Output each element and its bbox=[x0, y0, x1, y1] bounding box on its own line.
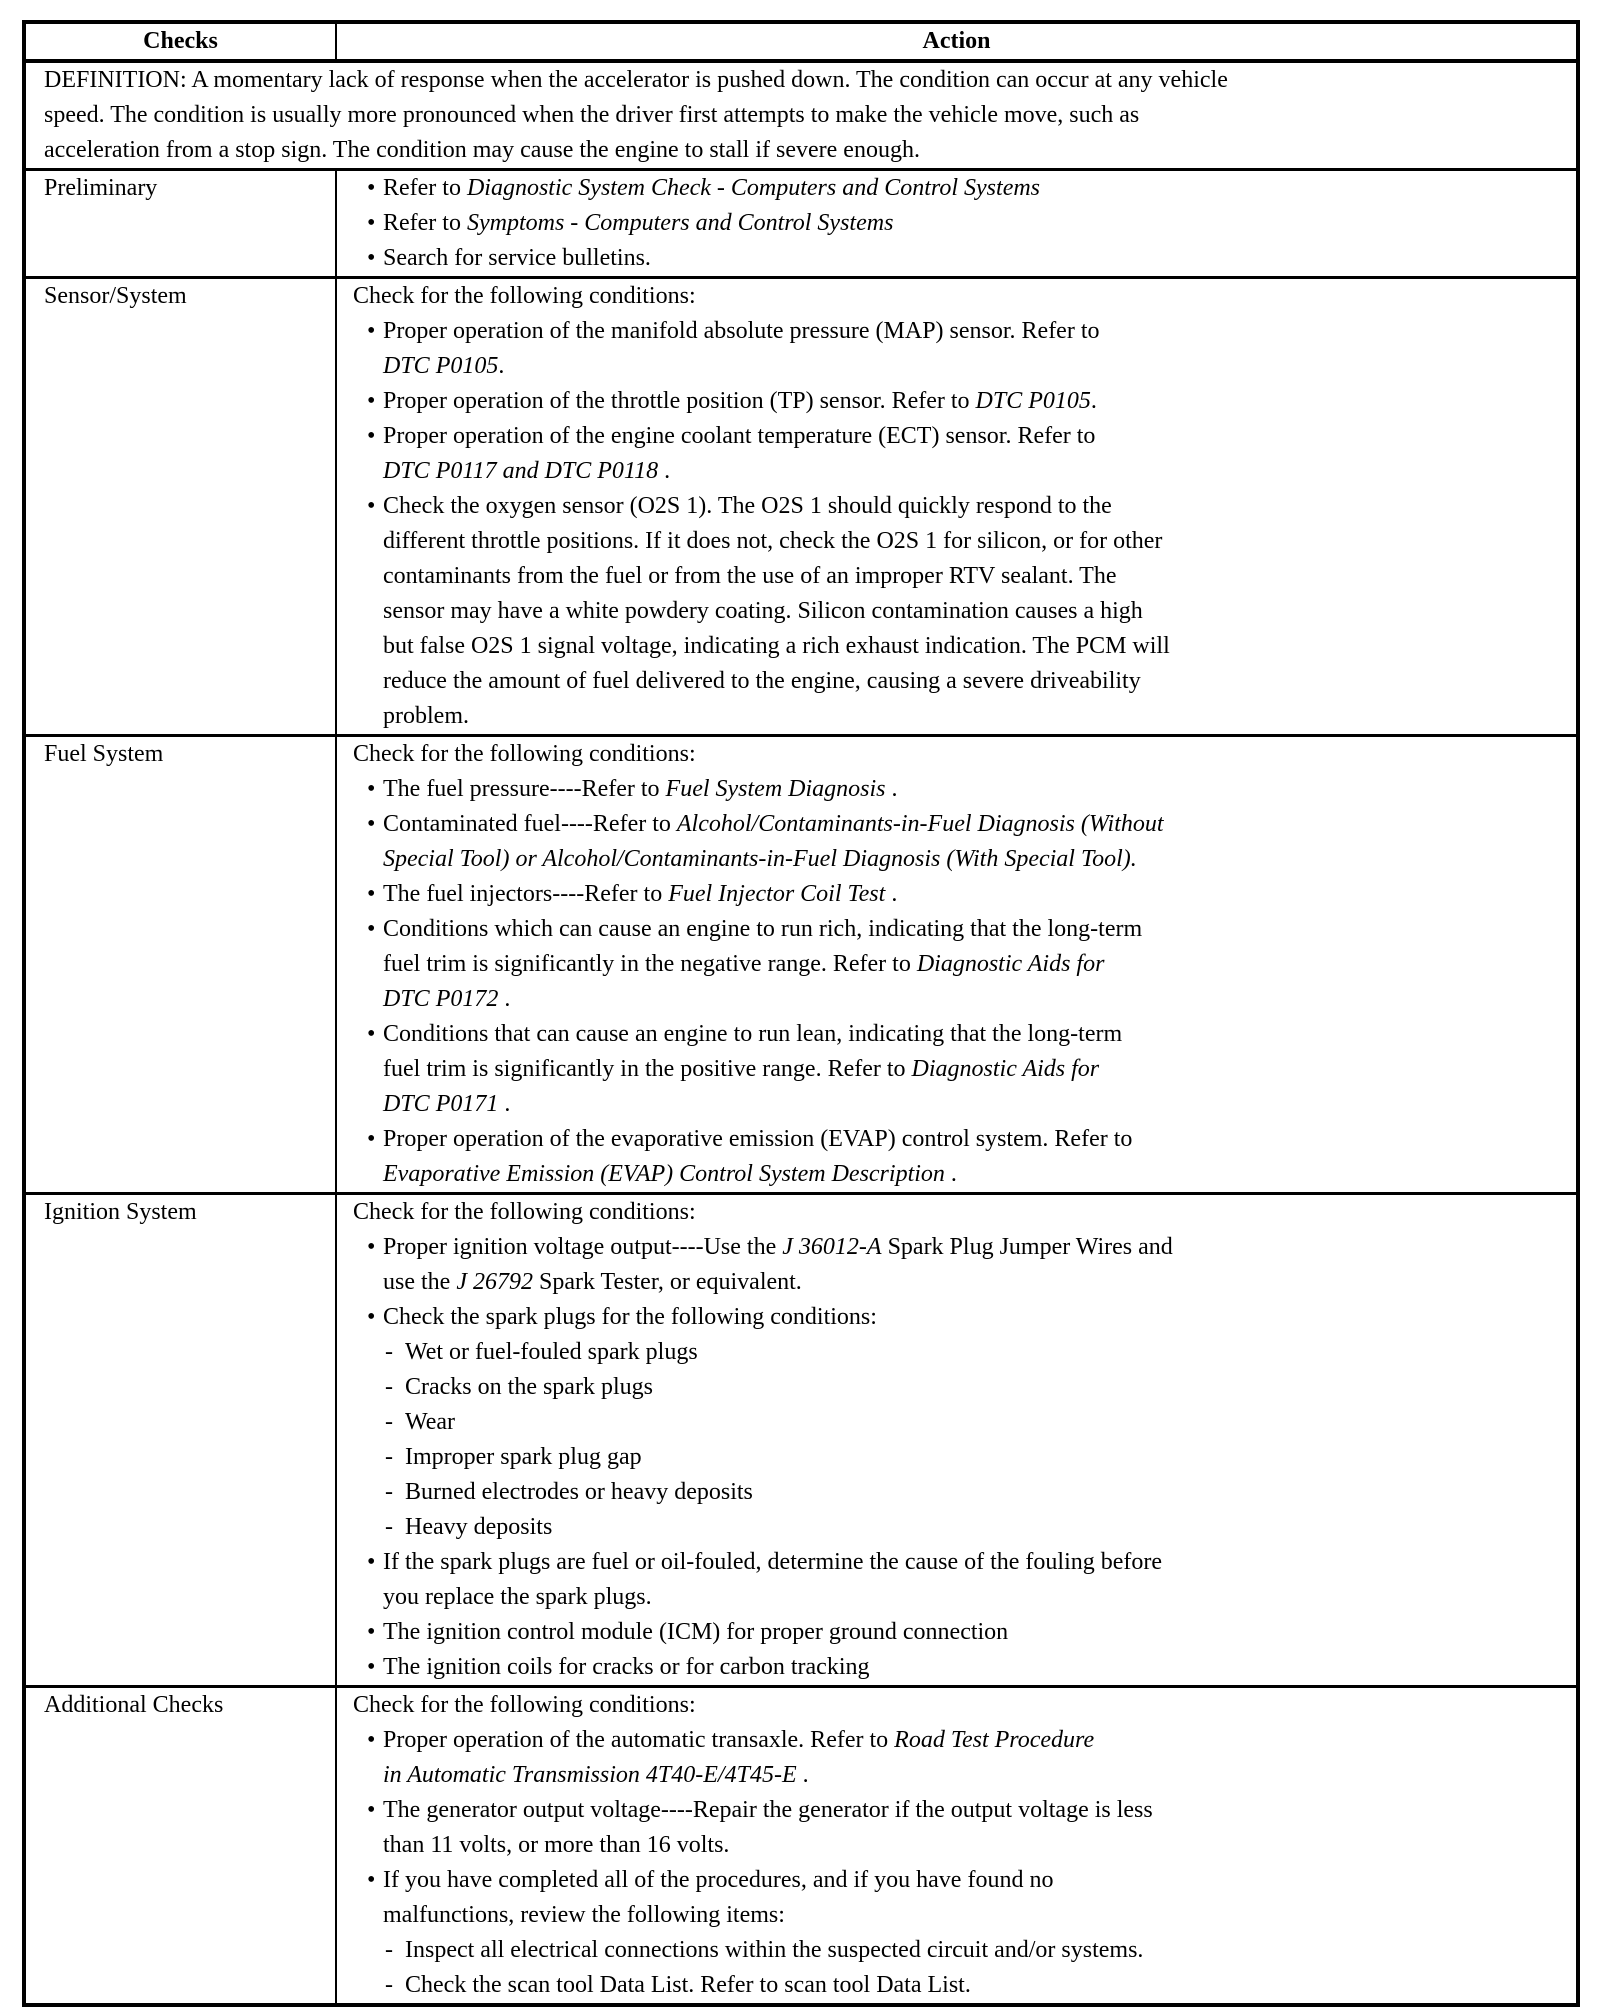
bullet-item-line bbox=[337, 489, 1576, 524]
reference-text: Road Test Procedure bbox=[894, 1727, 1095, 1753]
action-text: Conditions which can cause an engine to run rich, indicating that the long-term bbox=[383, 916, 1143, 942]
action-text: Conditions that can cause an engine to run lean, indicating that the long-term bbox=[383, 1021, 1123, 1047]
action-text: The fuel pressure----Refer to bbox=[383, 776, 666, 802]
action-cell bbox=[336, 170, 1578, 278]
bullet-item-line bbox=[337, 1230, 1576, 1265]
action-text: use the bbox=[383, 1269, 457, 1295]
table-row bbox=[24, 736, 1578, 1194]
action-text: Contaminated fuel----Refer to bbox=[383, 811, 677, 837]
action-text: sensor may have a white powdery coating. Silicon contamination causes a high bbox=[383, 598, 1143, 624]
action-text: . bbox=[498, 1091, 511, 1117]
action-text: Proper operation of the evaporative emission (EVAP) control system. Refer to bbox=[383, 1126, 1133, 1152]
bullet-icon: • bbox=[367, 493, 376, 519]
bullet-icon: • bbox=[367, 1234, 376, 1260]
checks-cell bbox=[24, 278, 336, 736]
checks-column-header: Checks bbox=[24, 22, 336, 61]
action-text: If you have completed all of the procedures, and if you have found no bbox=[383, 1867, 1054, 1893]
sub-item-line bbox=[337, 1405, 1576, 1440]
check-category-label: Ignition System bbox=[44, 1199, 197, 1225]
action-text: Inspect all electrical connections within the suspected circuit and/or systems. bbox=[405, 1937, 1144, 1963]
checks-cell bbox=[24, 1194, 336, 1687]
action-line bbox=[337, 594, 1576, 629]
action-text: Spark Tester, or equivalent. bbox=[532, 1269, 802, 1295]
sub-item-line bbox=[337, 1370, 1576, 1405]
bullet-icon: • bbox=[367, 388, 376, 414]
bullet-icon: • bbox=[367, 1619, 376, 1645]
sub-item-line bbox=[337, 1475, 1576, 1510]
check-category-label: Additional Checks bbox=[44, 1692, 224, 1718]
action-line bbox=[337, 664, 1576, 699]
check-category-label: Sensor/System bbox=[44, 283, 187, 309]
action-line bbox=[337, 1195, 1576, 1230]
action-text: Search for service bulletins. bbox=[383, 245, 651, 271]
reference-text: DTC P0172 bbox=[383, 986, 499, 1012]
action-text: . bbox=[885, 881, 898, 907]
action-text: The fuel injectors----Refer to bbox=[383, 881, 669, 907]
action-text: Proper operation of the throttle position (TP) sensor. Refer to bbox=[383, 388, 976, 414]
dash-icon: - bbox=[385, 1972, 393, 1998]
sub-item-line bbox=[337, 1933, 1576, 1968]
sub-item-line bbox=[337, 1510, 1576, 1545]
bullet-item-line bbox=[337, 912, 1576, 947]
action-text: problem. bbox=[383, 703, 469, 729]
action-text: Proper ignition voltage output----Use the bbox=[383, 1234, 783, 1260]
bullet-item-line bbox=[337, 877, 1576, 912]
dash-icon: - bbox=[385, 1374, 393, 1400]
action-cell bbox=[336, 1687, 1578, 2006]
action-text: Check the spark plugs for the following conditions: bbox=[383, 1304, 877, 1330]
sub-item-line bbox=[337, 1440, 1576, 1475]
bullet-icon: • bbox=[367, 1126, 376, 1152]
reference-text: Evaporative Emission (EVAP) Control System Description bbox=[383, 1161, 945, 1187]
action-cell bbox=[336, 1194, 1578, 1687]
bullet-icon: • bbox=[367, 811, 376, 837]
bullet-item-line bbox=[337, 314, 1576, 349]
action-line bbox=[337, 1898, 1576, 1933]
action-text: Refer to bbox=[383, 175, 467, 201]
action-line bbox=[337, 1828, 1576, 1863]
action-line bbox=[337, 699, 1576, 734]
bullet-item-line bbox=[337, 1545, 1576, 1580]
action-line bbox=[337, 1265, 1576, 1300]
action-text: but false O2S 1 signal voltage, indicating a rich exhaust indication. The PCM will bbox=[383, 633, 1170, 659]
action-line bbox=[337, 1688, 1576, 1723]
action-text: Proper operation of the automatic transaxle. Refer to bbox=[383, 1727, 895, 1753]
action-text: reduce the amount of fuel delivered to the engine, causing a severe driveability bbox=[383, 668, 1141, 694]
bullet-item-line bbox=[337, 1863, 1576, 1898]
bullet-icon: • bbox=[367, 1727, 376, 1753]
reference-text: Alcohol/Contaminants-in-Fuel Diagnosis (Without bbox=[676, 811, 1164, 837]
dash-icon: - bbox=[385, 1339, 393, 1365]
table-row bbox=[24, 170, 1578, 278]
action-text: Proper operation of the manifold absolute pressure (MAP) sensor. Refer to bbox=[383, 318, 1100, 344]
bullet-icon: • bbox=[367, 881, 376, 907]
reference-text: Diagnostic Aids for bbox=[911, 1056, 1100, 1082]
action-line bbox=[337, 524, 1576, 559]
reference-text: DTC P0171 bbox=[383, 1091, 499, 1117]
bullet-item-line bbox=[337, 1300, 1576, 1335]
bullet-icon: • bbox=[367, 776, 376, 802]
bullet-icon: • bbox=[367, 916, 376, 942]
check-category-label: Fuel System bbox=[44, 741, 164, 767]
bullet-item-line bbox=[337, 1723, 1576, 1758]
sub-item-line bbox=[337, 1968, 1576, 2003]
bullet-icon: • bbox=[367, 210, 376, 236]
bullet-item-line bbox=[337, 1122, 1576, 1157]
action-line bbox=[337, 454, 1576, 489]
bullet-icon: • bbox=[367, 1021, 376, 1047]
action-text: fuel trim is significantly in the positive range. Refer to bbox=[383, 1056, 912, 1082]
checks-cell bbox=[24, 1687, 336, 2006]
reference-text: Symptoms - Computers and Control Systems bbox=[466, 210, 894, 236]
action-text: Proper operation of the engine coolant temperature (ECT) sensor. Refer to bbox=[383, 423, 1096, 449]
reference-text: DTC P0105 bbox=[383, 353, 499, 379]
definition-line: DEFINITION: A momentary lack of response when the accelerator is pushed down. The condition can occur at any vehicle bbox=[44, 67, 1228, 93]
bullet-icon: • bbox=[367, 1867, 376, 1893]
action-text: contaminants from the fuel or from the use of an improper RTV sealant. The bbox=[383, 563, 1117, 589]
reference-text: Fuel Injector Coil Test bbox=[668, 881, 886, 907]
bullet-item-line bbox=[337, 1615, 1576, 1650]
dash-icon: - bbox=[385, 1479, 393, 1505]
bullet-icon: • bbox=[367, 1654, 376, 1680]
action-text: . bbox=[944, 1161, 957, 1187]
checks-cell bbox=[24, 170, 336, 278]
checks-cell bbox=[24, 736, 336, 1194]
bullet-icon: • bbox=[367, 318, 376, 344]
action-cell bbox=[336, 278, 1578, 736]
action-text: Check for the following conditions: bbox=[353, 283, 696, 309]
dash-icon: - bbox=[385, 1444, 393, 1470]
action-line bbox=[337, 279, 1576, 314]
action-cell bbox=[336, 736, 1578, 1194]
sub-item-line bbox=[337, 1335, 1576, 1370]
dash-icon: - bbox=[385, 1514, 393, 1540]
reference-text: J 36012-A bbox=[782, 1234, 882, 1260]
definition-line: acceleration from a stop sign. The condition may cause the engine to stall if severe enough. bbox=[44, 137, 920, 163]
bullet-icon: • bbox=[367, 1797, 376, 1823]
action-text: Check the scan tool Data List. Refer to scan tool Data List. bbox=[405, 1972, 971, 1998]
bullet-item-line bbox=[337, 241, 1576, 276]
bullet-item-line bbox=[337, 1650, 1576, 1685]
bullet-icon: • bbox=[367, 1549, 376, 1575]
action-text: Wet or fuel-fouled spark plugs bbox=[405, 1339, 698, 1365]
action-text: Cracks on the spark plugs bbox=[405, 1374, 653, 1400]
action-text: . bbox=[1090, 388, 1097, 414]
action-line bbox=[337, 842, 1576, 877]
action-line bbox=[337, 629, 1576, 664]
bullet-item-line bbox=[337, 419, 1576, 454]
action-line bbox=[337, 1758, 1576, 1793]
reference-text: DTC P0117 and DTC P0118 bbox=[383, 458, 659, 484]
action-text: different throttle positions. If it does not, check the O2S 1 for silicon, or for other bbox=[383, 528, 1163, 554]
action-text: The ignition coils for cracks or for carbon tracking bbox=[383, 1654, 870, 1680]
action-text: Check the oxygen sensor (O2S 1). The O2S 1 should quickly respond to the bbox=[383, 493, 1112, 519]
action-text: If the spark plugs are fuel or oil-fouled, determine the cause of the fouling before bbox=[383, 1549, 1163, 1575]
action-text: Check for the following conditions: bbox=[353, 1199, 696, 1225]
table-row bbox=[24, 1687, 1578, 2006]
bullet-item-line bbox=[337, 206, 1576, 241]
diagnostic-table bbox=[22, 20, 1580, 2007]
action-text: you replace the spark plugs. bbox=[383, 1584, 652, 1610]
action-column-header: Action bbox=[336, 22, 1578, 61]
action-line bbox=[337, 982, 1576, 1017]
bullet-icon: • bbox=[367, 423, 376, 449]
definition-cell bbox=[24, 61, 1578, 170]
reference-text: J 26792 bbox=[456, 1269, 533, 1295]
action-text: Check for the following conditions: bbox=[353, 1692, 696, 1718]
action-text: Refer to bbox=[383, 210, 467, 236]
action-line bbox=[337, 349, 1576, 384]
action-text: . bbox=[658, 458, 671, 484]
bullet-item-line bbox=[337, 171, 1576, 206]
action-text: The ignition control module (ICM) for proper ground connection bbox=[383, 1619, 1009, 1645]
dash-icon: - bbox=[385, 1409, 393, 1435]
action-text: than 11 volts, or more than 16 volts. bbox=[383, 1832, 730, 1858]
action-text: Spark Plug Jumper Wires and bbox=[881, 1234, 1173, 1260]
bullet-item-line bbox=[337, 807, 1576, 842]
action-text: malfunctions, review the following items: bbox=[383, 1902, 785, 1928]
action-line bbox=[337, 559, 1576, 594]
action-text: Wear bbox=[405, 1409, 456, 1435]
reference-text: in Automatic Transmission 4T40-E/4T45-E bbox=[383, 1762, 797, 1788]
table-row bbox=[24, 1194, 1578, 1687]
reference-text: Fuel System Diagnosis bbox=[665, 776, 886, 802]
action-text: Burned electrodes or heavy deposits bbox=[405, 1479, 753, 1505]
dash-icon: - bbox=[385, 1937, 393, 1963]
action-line bbox=[337, 1087, 1576, 1122]
reference-text: DTC P0105 bbox=[975, 388, 1091, 414]
bullet-icon: • bbox=[367, 175, 376, 201]
action-text: The generator output voltage----Repair the generator if the output voltage is less bbox=[383, 1797, 1153, 1823]
action-text: . bbox=[498, 986, 511, 1012]
reference-text: Diagnostic System Check - Computers and Control Systems bbox=[466, 175, 1041, 201]
action-text: . bbox=[796, 1762, 809, 1788]
bullet-item-line bbox=[337, 384, 1576, 419]
check-category-label: Preliminary bbox=[44, 175, 158, 201]
header-row bbox=[24, 22, 1578, 61]
bullet-item-line bbox=[337, 772, 1576, 807]
definition-line: speed. The condition is usually more pronounced when the driver first attempts to make the vehicle move, such as bbox=[44, 102, 1140, 128]
action-line bbox=[337, 947, 1576, 982]
action-text: Check for the following conditions: bbox=[353, 741, 696, 767]
reference-text: Special Tool) or Alcohol/Contaminants-in-Fuel Diagnosis (With Special Tool). bbox=[383, 846, 1137, 872]
action-line bbox=[337, 737, 1576, 772]
bullet-icon: • bbox=[367, 1304, 376, 1330]
bullet-item-line bbox=[337, 1793, 1576, 1828]
action-line bbox=[337, 1580, 1576, 1615]
bullet-item-line bbox=[337, 1017, 1576, 1052]
action-text: fuel trim is significantly in the negative range. Refer to bbox=[383, 951, 917, 977]
action-text: Improper spark plug gap bbox=[405, 1444, 642, 1470]
reference-text: Diagnostic Aids for bbox=[916, 951, 1105, 977]
action-text: . bbox=[498, 353, 505, 379]
definition-row bbox=[24, 61, 1578, 170]
bullet-icon: • bbox=[367, 245, 376, 271]
action-line bbox=[337, 1157, 1576, 1192]
action-line bbox=[337, 1052, 1576, 1087]
action-text: . bbox=[885, 776, 898, 802]
table-row bbox=[24, 278, 1578, 736]
action-text: Heavy deposits bbox=[405, 1514, 553, 1540]
